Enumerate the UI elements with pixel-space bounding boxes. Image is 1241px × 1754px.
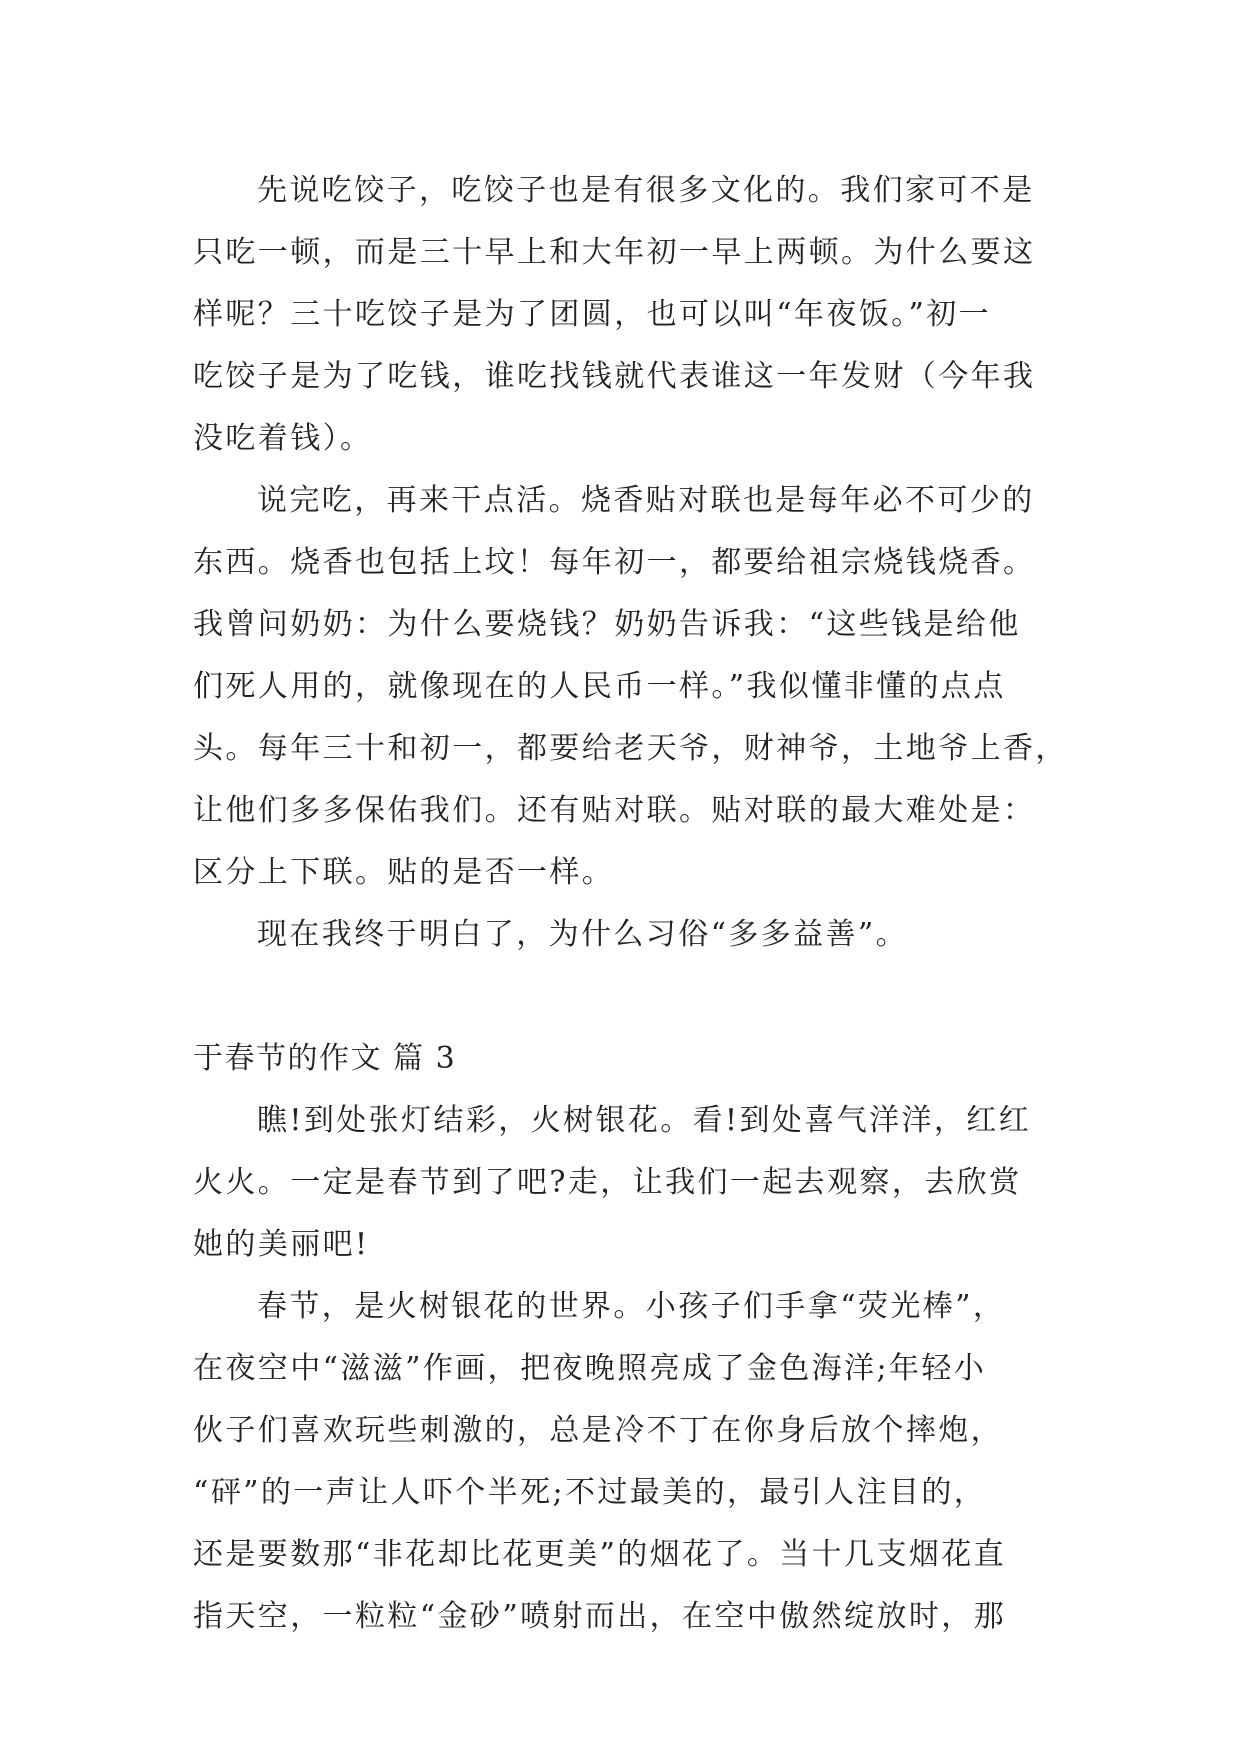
document-body — [193, 160, 1068, 1648]
text-line: 们死人用的，就像现在的人民币一样。”我似懂非懂的点点 — [193, 669, 1006, 704]
text-line: 瞧!到处张灯结彩，火树银花。看!到处喜气洋洋，红红 — [257, 1103, 1032, 1138]
text-line: 指天空，一粒粒“金砂”喷射而出，在空中傲然绽放时，那 — [193, 1599, 1007, 1634]
text-line: 吃饺子是为了吃钱，谁吃找钱就代表谁这一年发财（今年我 — [193, 359, 1036, 394]
text-line: 让他们多多保佑我们。还有贴对联。贴对联的最大难处是： — [193, 793, 1036, 828]
text-line: 还是要数那“非花却比花更美”的烟花了。当十几支烟花直 — [193, 1537, 1007, 1572]
text-line: 春节，是火树银花的世界。小孩子们手拿“荧光棒”， — [257, 1289, 1006, 1324]
text-line: 东西。烧香也包括上坟！每年初一，都要给祖宗烧钱烧香。 — [193, 545, 1036, 580]
text-line: 她的美丽吧! — [193, 1227, 370, 1262]
blank-line — [193, 966, 1053, 1028]
text-line: 伙子们喜欢玩些刺激的，总是冷不丁在你身后放个摔炮， — [193, 1413, 1003, 1448]
text-line: 在夜空中“滋滋”作画，把夜晚照亮成了金色海洋;年轻小 — [193, 1351, 987, 1386]
text-line: 头。每年三十和初一，都要给老天爷，财神爷，土地爷上香， — [193, 731, 1068, 766]
text-line: 我曾问奶奶：为什么要烧钱？奶奶告诉我：“这些钱是给他 — [193, 607, 1021, 642]
text-line: 区分上下联。贴的是否一样。 — [193, 855, 615, 890]
text-line: 先说吃饺子，吃饺子也是有很多文化的。我们家可不是 — [257, 173, 1035, 208]
text-line: 说完吃，再来干点活。烧香贴对联也是每年必不可少的 — [257, 483, 1035, 518]
section-heading: 于春节的作文 篇 3 — [193, 1041, 457, 1076]
text-line: “砰”的一声让人吓个半死;不过最美的，最引人注目的， — [193, 1475, 987, 1510]
text-line: 只吃一顿，而是三十早上和大年初一早上两顿。为什么要这 — [193, 235, 1036, 270]
text-line: 现在我终于明白了，为什么习俗“多多益善”。 — [257, 917, 909, 952]
text-line: 样呢？三十吃饺子是为了团圆，也可以叫“年夜饭。”初一 — [193, 297, 992, 332]
text-line: 没吃着钱）。 — [193, 421, 373, 456]
text-line: 火火。一定是春节到了吧?走，让我们一起去观察，去欣赏 — [193, 1165, 1022, 1200]
